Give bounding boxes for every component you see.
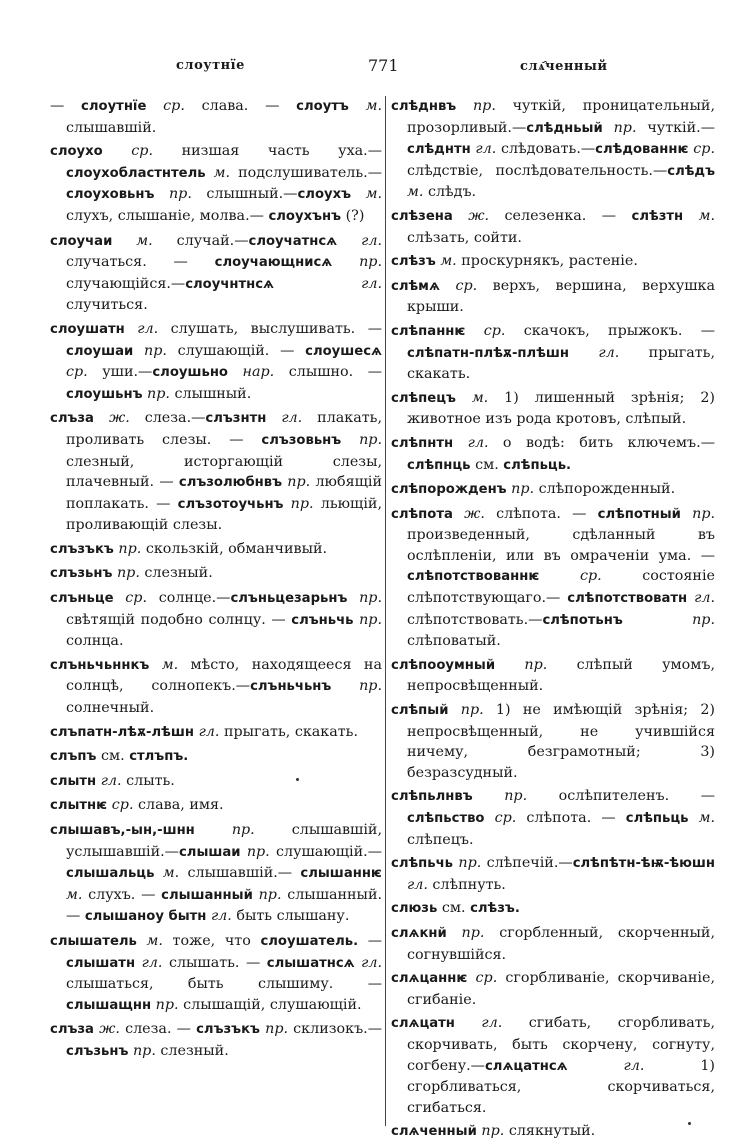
dictionary-entry: слоушатн гл. слушать, выслушивать. — слоушаи пр. слушающій. — слоушесѧ ср. уши.—слоушьно нар. слышно. — слоушьнъ пр. слышный.: [50, 320, 383, 402]
dictionary-entry: слъзъкъ пр. скользкій, обманчивый.: [50, 540, 328, 557]
header-right-word: слѧ҄ченный: [520, 59, 608, 74]
dictionary-entry: слъпатн-лѣѫ-лѣшн гл. прыгать, скакать.: [50, 723, 359, 740]
dictionary-entry: слъпъ см. стлъпъ.: [50, 748, 189, 765]
dictionary-entry: слытн гл. слыть.: [50, 772, 175, 789]
dictionary-entry: слъза ж. слеза. — слъзъкъ пр. склизокъ.— слъзьнъ пр. слезный.: [50, 1021, 383, 1059]
page-number: 771: [368, 56, 399, 75]
dictionary-entry: слѧцаннѥ ср. сгорбливаніе, скорчиваніе, сгибаніе.: [391, 970, 716, 1008]
dictionary-entry: слъньце ср. солнце.—слъньцезарьнъ пр. свѣтящій подобно солнцу. — слъньчь пр. солнца.: [50, 590, 382, 650]
dictionary-entry: слюзь см. слѣзъ.: [391, 900, 520, 917]
dictionary-entry: слѣпооумный пр. слѣпый умомъ, непросвѣщенный.: [391, 656, 716, 695]
dictionary-entry: слѧцатн гл. сгибать, сгорбливать, скорчивать, быть скорчену, согнуту, согбену.—слѧцатнсѧ гл. 1) сгорбливаться, скорчиваться, сгибаться.: [391, 1015, 715, 1116]
dictionary-entry: слоухо ср. низшая часть уха.—слоухобластнтель м. подслушиватель.— слоуховьнъ пр. слышный.—слоухъ м. слухъ, слышаніе, молва.— слоухънъ (?): [50, 143, 382, 224]
dictionary-entry: слоучаи м. случай.—слоучатнсѧ гл. случаться. — слоучающнисѧ пр. случающійся.—слоучнтнсѧ гл. случиться.: [50, 232, 382, 314]
dictionary-entry: слѣпьлнвъ пр. ослѣпителенъ. — слѣпьство ср. слѣпота. — слѣпьць м. слѣпецъ.: [391, 788, 716, 848]
page-header: [50, 58, 710, 82]
header-left-word: слоутнїе: [176, 58, 245, 73]
dictionary-entry: слѧченный пр. слякнутый.: [391, 1123, 596, 1140]
dictionary-entry: слѣднвъ пр. чуткій, проницательный, прозорливый.—слѣдньый пр. чуткій.—слѣднтн гл. слѣдовать.—слѣдованнѥ ср. слѣдствіе, послѣдовательность.—слѣдъ м. слѣдъ.: [391, 98, 716, 201]
dictionary-entry: слѣпнтн гл. о водѣ: бить ключемъ.— слѣпнць см. слѣпьць.: [391, 434, 715, 473]
dictionary-entry: слъза ж. слеза.—слъзнтн гл. плакать, проливать слезы. — слъзовьнъ пр. слезный, исторгающій слезы, плачевный. — слъзолюбнвъ пр. любящій поплакать. — слъзотоучьнъ пр. льющій, проливающій слезы.: [50, 410, 383, 534]
dictionary-entry: слытнѥ ср. слава, имя.: [50, 797, 224, 814]
dictionary-entry: слѣпота ж. слѣпота. — слѣпотный пр. произведенный, сдѣланный въ ослѣпленіи, или въ омраченіи ума. — слѣпотствованнѥ ср. состояніе слѣпотствующаго.— слѣпотствоватн гл. слѣпотствовать.—слѣпотьнъ пр. слѣповатый.: [391, 505, 716, 650]
dictionary-entry: слѣпаннѥ ср. скачокъ, прыжокъ. — слѣпатн-плѣѫ-плѣшн гл. прыгать, скакать.: [391, 322, 715, 383]
dictionary-entry: слѣзъ м. проскурнякъ, растеніе.: [391, 253, 638, 270]
dictionary-entry: слъзьнъ пр. слезный.: [50, 565, 213, 582]
dictionary-entry: слышавъ,-ын,-шнн пр. слышавшій, услышавшій.—слышаи пр. слушающій.—слышальць м. слышавшій.— слышаннѥ м. слухъ. — слышанный пр. слышанный. — слышаноу бытн гл. быть слышану.: [50, 822, 383, 925]
right-column: [391, 96, 715, 1146]
dictionary-entry: слѣпорожденъ пр. слѣпорожденный.: [391, 481, 676, 498]
dictionary-entry: слѣпый пр. 1) не имѣющій зрѣнія; 2) непросвѣщенный, не учившійся ничему, безграмотный; 3) безразсудный.: [391, 702, 715, 781]
print-speck: [688, 1122, 691, 1125]
left-column: [50, 96, 382, 1066]
dictionary-entry: слышатель м. тоже, что слоушатель. —слышатн гл. слышать. — слышатнсѧ гл. слышаться, быть слышиму. — слышащнн пр. слышащій, слушающій.: [50, 932, 383, 1013]
dictionary-entry: слъньчьннкъ м. мѣсто, находящееся на солнцѣ, солнопекъ.—слъньчьнъ пр. солнечный.: [50, 656, 382, 717]
print-speck: [296, 778, 299, 781]
dictionary-entry: — слоутнїе ср. слава. — слоутъ м. слышавшій.: [50, 98, 382, 136]
dictionary-entry: слѣмѧ ср. верхъ, вершина, верхушка крыши.: [391, 277, 716, 316]
dictionary-entry: слѧкнй пр. сгорбленный, скорченный, согнувшійся.: [391, 924, 715, 963]
dictionary-entry: слѣзена ж. селезенка. — слѣзтн м. слѣзать, сойти.: [391, 207, 716, 246]
dictionary-entry: слѣпьчь пр. слѣпечій.—слѣпѣтн-ѣѭ-ѣюшн гл. слѣпнуть.: [391, 855, 716, 893]
dictionary-entry: слѣпецъ м. 1) лишенный зрѣнія; 2) животное изъ рода кротовъ, слѣпый.: [391, 389, 715, 428]
column-divider: [385, 96, 386, 1126]
